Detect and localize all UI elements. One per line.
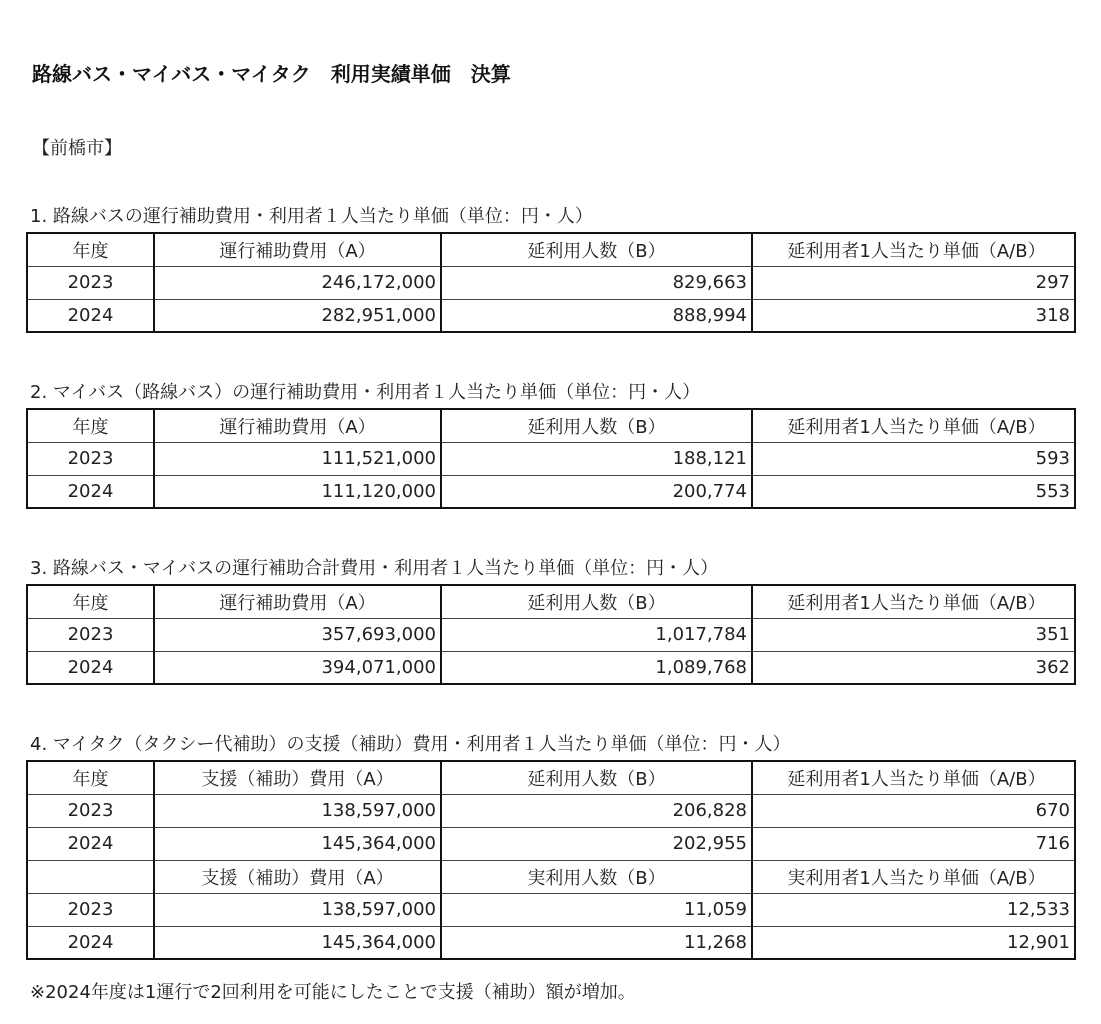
header-cost: 運行補助費用（A）	[154, 409, 441, 442]
cell-year: 2024	[27, 827, 154, 860]
table-row	[27, 794, 1075, 827]
table-header-row	[27, 233, 1075, 266]
subheader-actual-users: 実利用人数（B）	[441, 860, 752, 893]
cell-users: 188,121	[441, 442, 752, 475]
section-2-heading: 2. マイバス（路線バス）の運行補助費用・利用者１人当たり単価（単位：円・人）	[30, 382, 701, 403]
section-2-table	[26, 408, 1076, 509]
subheader-actual-unit-price: 実利用者1人当たり単価（A/B）	[752, 860, 1075, 893]
header-unit-price: 延利用者1人当たり単価（A/B）	[752, 585, 1075, 618]
cell-year: 2024	[27, 299, 154, 332]
header-cost: 支援（補助）費用（A）	[154, 761, 441, 794]
table-header-row	[27, 409, 1075, 442]
table-row	[27, 299, 1075, 332]
cell-unit-price: 351	[752, 618, 1075, 651]
header-year: 年度	[27, 409, 154, 442]
cell-unit-price: 670	[752, 794, 1075, 827]
cell-users: 1,089,768	[441, 651, 752, 684]
subheader-year	[27, 860, 154, 893]
table-row	[27, 266, 1075, 299]
header-unit-price: 延利用者1人当たり単価（A/B）	[752, 409, 1075, 442]
cell-year: 2023	[27, 893, 154, 926]
cell-unit-price: 593	[752, 442, 1075, 475]
table-row	[27, 893, 1075, 926]
cell-unit-price: 716	[752, 827, 1075, 860]
header-users: 延利用人数（B）	[441, 761, 752, 794]
header-year: 年度	[27, 233, 154, 266]
header-cost: 運行補助費用（A）	[154, 233, 441, 266]
cell-unit-price: 297	[752, 266, 1075, 299]
header-unit-price: 延利用者1人当たり単価（A/B）	[752, 761, 1075, 794]
table-header-row	[27, 585, 1075, 618]
cell-cost: 111,521,000	[154, 442, 441, 475]
cell-year: 2024	[27, 926, 154, 959]
subheader-cost: 支援（補助）費用（A）	[154, 860, 441, 893]
cell-users: 829,663	[441, 266, 752, 299]
cell-cost: 138,597,000	[154, 893, 441, 926]
cell-users: 200,774	[441, 475, 752, 508]
header-users: 延利用人数（B）	[441, 409, 752, 442]
cell-year: 2024	[27, 475, 154, 508]
cell-cost: 394,071,000	[154, 651, 441, 684]
cell-unit-price: 553	[752, 475, 1075, 508]
cell-users: 206,828	[441, 794, 752, 827]
cell-cost: 111,120,000	[154, 475, 441, 508]
header-year: 年度	[27, 585, 154, 618]
cell-cost: 145,364,000	[154, 827, 441, 860]
cell-year: 2023	[27, 794, 154, 827]
cell-year: 2024	[27, 651, 154, 684]
cell-users: 1,017,784	[441, 618, 752, 651]
city-label: 【前橋市】	[32, 138, 122, 159]
header-unit-price: 延利用者1人当たり単価（A/B）	[752, 233, 1075, 266]
table-row	[27, 442, 1075, 475]
cell-cost: 357,693,000	[154, 618, 441, 651]
table-row	[27, 475, 1075, 508]
page-title: 路線バス・マイバス・マイタク 利用実績単価 決算	[32, 62, 511, 86]
section-3-heading: 3. 路線バス・マイバスの運行補助合計費用・利用者１人当たり単価（単位：円・人）	[30, 558, 719, 579]
section-1-table	[26, 232, 1076, 333]
cell-actual-users: 11,059	[441, 893, 752, 926]
footnote: ※2024年度は1運行で2回利用を可能にしたことで支援（補助）額が増加。	[30, 982, 636, 1003]
cell-unit-price: 362	[752, 651, 1075, 684]
cell-cost: 138,597,000	[154, 794, 441, 827]
cell-cost: 282,951,000	[154, 299, 441, 332]
cell-year: 2023	[27, 442, 154, 475]
table-row	[27, 827, 1075, 860]
cell-year: 2023	[27, 266, 154, 299]
cell-unit-price: 318	[752, 299, 1075, 332]
cell-year: 2023	[27, 618, 154, 651]
cell-actual-unit-price: 12,901	[752, 926, 1075, 959]
cell-actual-unit-price: 12,533	[752, 893, 1075, 926]
table-subheader-row	[27, 860, 1075, 893]
section-3-table	[26, 584, 1076, 685]
table-row	[27, 926, 1075, 959]
header-year: 年度	[27, 761, 154, 794]
section-1-heading: 1. 路線バスの運行補助費用・利用者１人当たり単価（単位：円・人）	[30, 206, 593, 227]
cell-users: 888,994	[441, 299, 752, 332]
header-users: 延利用人数（B）	[441, 585, 752, 618]
cell-actual-users: 11,268	[441, 926, 752, 959]
cell-users: 202,955	[441, 827, 752, 860]
table-header-row	[27, 761, 1075, 794]
header-cost: 運行補助費用（A）	[154, 585, 441, 618]
table-row	[27, 651, 1075, 684]
cell-cost: 145,364,000	[154, 926, 441, 959]
section-4-table	[26, 760, 1076, 960]
cell-cost: 246,172,000	[154, 266, 441, 299]
table-row	[27, 618, 1075, 651]
section-4-heading: 4. マイタク（タクシー代補助）の支援（補助）費用・利用者１人当たり単価（単位：円・人）	[30, 734, 791, 755]
header-users: 延利用人数（B）	[441, 233, 752, 266]
